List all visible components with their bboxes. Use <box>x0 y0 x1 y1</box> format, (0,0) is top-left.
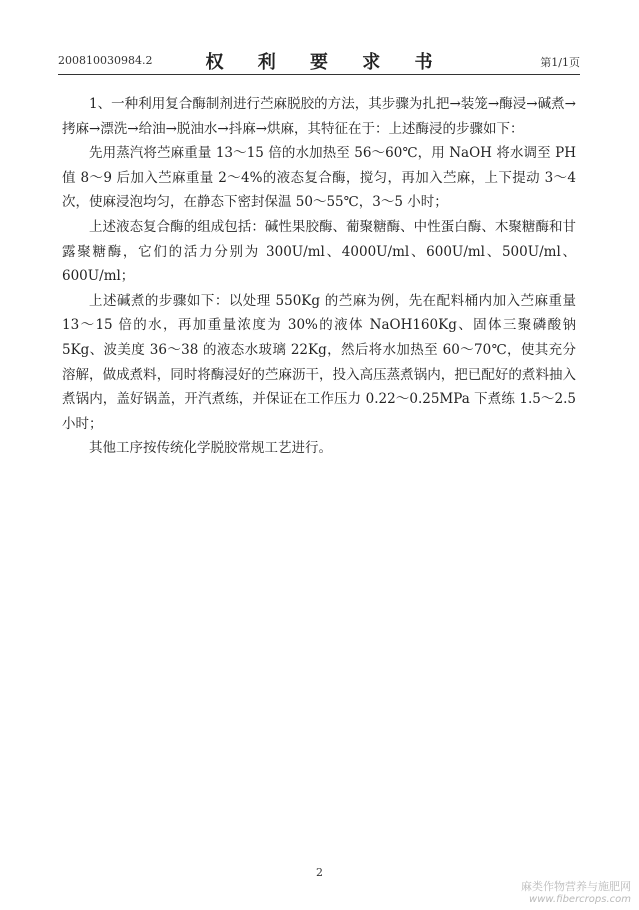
site-watermark <box>521 880 631 906</box>
application-number: 200810030984.2 <box>58 54 153 67</box>
page-header <box>58 48 580 72</box>
header-divider <box>58 74 580 75</box>
watermark-site-name: 麻类作物营养与施肥网 <box>521 880 631 893</box>
page-indicator: 第1/1页 <box>540 56 580 69</box>
claim-paragraph-4: 上述碱煮的步骤如下：以处理 550Kg 的苎麻为例，先在配料桶内加入苎麻重量 13～15 倍的水，再加重量浓度为 30%的液体 NaOH160Kg、固体三聚磷酸钠 5Kg、波美度 36～38 的液态水玻璃 22Kg，然后将水加热至 60～70℃，使其充分溶解，做成煮料，同时将酶浸好的苎麻沥干，投入高压蒸煮锅内，把已配好的煮料抽入煮锅内，盖好锅盖，开汽煮练，并保证在工作压力 0.22～0.25MPa 下煮练 1.5～2.5 小时； <box>62 292 576 432</box>
claims-body <box>62 92 576 461</box>
document-title: 权 利 要 求 书 <box>205 52 447 73</box>
claim-paragraph-5: 其他工序按传统化学脱胶常规工艺进行。 <box>89 440 332 457</box>
claim-paragraph-1: 1、一种利用复合酶制剂进行苎麻脱胶的方法，其步骤为扎把→装笼→酶浸→碱煮→拷麻→漂洗→给油→脱油水→抖麻→烘麻，其特征在于：上述酶浸的步骤如下： <box>62 96 576 137</box>
watermark-site-url: www.fibercrops.com <box>529 894 631 905</box>
claim-paragraph-2: 先用蒸汽将苎麻重量 13～15 倍的水加热至 56～60℃，用 NaOH 将水调至 PH 值 8～9 后加入苎麻重量 2～4%的液态复合酶，搅匀，再加入苎麻，上下提动 3～4 次，使麻浸泡均匀，在静态下密封保温 50～55℃，3～5 小时； <box>62 145 576 211</box>
page-number: 2 <box>316 866 323 879</box>
claim-paragraph-3: 上述液态复合酶的组成包括：碱性果胶酶、葡聚糖酶、中性蛋白酶、木聚糖酶和甘露聚糖酶，它们的活力分别为 300U/ml、4000U/ml、600U/ml、500U/ml、600U/ml； <box>62 218 576 285</box>
